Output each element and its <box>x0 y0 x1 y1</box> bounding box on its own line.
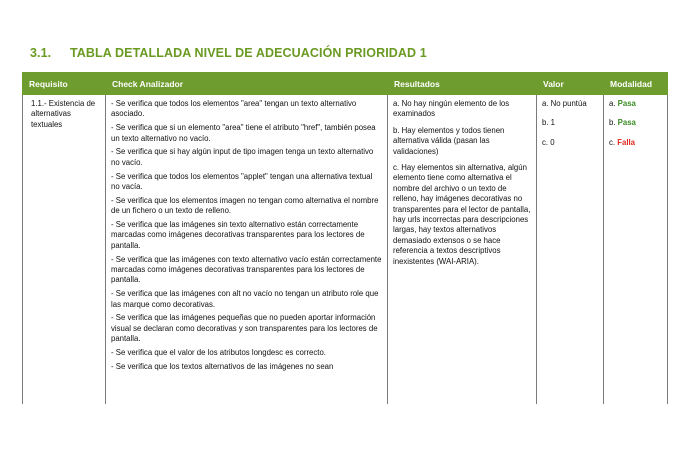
checks-cell <box>106 95 388 405</box>
modality-prefix: b. <box>609 118 618 128</box>
modalities-list <box>609 99 663 148</box>
header-requisito: Requisito <box>23 73 106 95</box>
header-check-analizador: Check Analizador <box>106 73 388 95</box>
check-item: - Se verifica que los elementos imagen no tengan como alternativa el nombre de un fichero o un texto de relleno. <box>111 195 379 216</box>
value-item: c. 0 <box>542 137 555 147</box>
modality-prefix: a. <box>609 99 618 108</box>
status-pass-label: Pasa <box>617 99 636 108</box>
result-item: c. Hay elementos sin alternativa, algún elemento tiene como alternativa el nombre del archivo o un texto de relleno, hay imágenes decorativas no transparentes para el lector de pantalla, hay urls incorrectas para descripciones largas, hay textos alternativos demasiado extensos o se hace referencia a textos descriptivos inexistentes (WAI-ARIA). <box>393 163 531 266</box>
modalities-cell <box>604 95 668 405</box>
results-list <box>393 99 532 267</box>
check-item: - Se verifica que si un elemento "area" tiene el atributo "href", también posea un texto alternativo no vacío. <box>111 123 376 143</box>
requirement-cell <box>23 95 106 405</box>
check-item: - Se verifica que las imágenes sin texto alternativo están correctamente marcadas como imágenes decorativas transparentes para los lectores de pantalla. <box>111 220 365 250</box>
table-row <box>23 95 668 405</box>
status-fail-label: Falla <box>617 137 636 147</box>
modality-prefix: c. <box>609 137 618 147</box>
header-modalidad: Modalidad <box>604 73 668 95</box>
values-list <box>542 99 599 148</box>
table-header-row <box>23 73 668 95</box>
header-resultados: Resultados <box>388 73 537 95</box>
check-item: - Se verifica que las imágenes con alt no vacío no tengan un atributo role que las marque como decorativas. <box>111 289 379 309</box>
header-valor: Valor <box>537 73 604 95</box>
results-cell <box>388 95 537 405</box>
checks-list <box>111 99 383 399</box>
check-item: - Se verifica que el valor de los atributos longdesc es correcto. <box>111 348 326 358</box>
value-item: b. 1 <box>542 118 556 128</box>
check-item: - Se verifica que las imágenes con texto alternativo vacío están correctamente marcadas como imágenes decorativas transparentes para los lectores de pantalla. <box>111 254 382 285</box>
priority-table <box>22 72 668 404</box>
modality-item <box>609 118 663 128</box>
check-item: - Se verifica que todos los elementos "area" tengan un texto alternativo asociado. <box>111 99 357 119</box>
check-item: - Se verifica que los textos alternativos de las imágenes no sean <box>111 361 334 371</box>
modality-item <box>609 99 663 109</box>
values-cell <box>537 95 604 405</box>
section-number: 3.1. <box>30 46 52 60</box>
status-pass-label: Pasa <box>617 118 636 128</box>
section-title: TABLA DETALLADA NIVEL DE ADECUACIÓN PRIORIDAD 1 <box>70 46 427 60</box>
check-item: - Se verifica que las imágenes pequeñas que no pueden aportar información visual se declaran como decorativas y son transparentes para los lectores de pantalla. <box>111 313 378 344</box>
result-item: b. Hay elementos y todos tienen alternativa válida (pasan las validaciones) <box>393 125 505 156</box>
value-item: a. No puntúa <box>542 99 587 108</box>
check-item: - Se verifica que si hay algún input de tipo imagen tenga un texto alternativo no vacío. <box>111 147 374 167</box>
result-item: a. No hay ningún elemento de los examinados <box>393 99 510 119</box>
requirement-text: 1.1.- Existencia de alternativas textuales <box>31 99 96 129</box>
check-item: - Se verifica que todos los elementos "applet" tengan una alternativa textual no vacía. <box>111 171 373 192</box>
modality-item <box>609 138 663 148</box>
section-heading <box>30 46 427 60</box>
